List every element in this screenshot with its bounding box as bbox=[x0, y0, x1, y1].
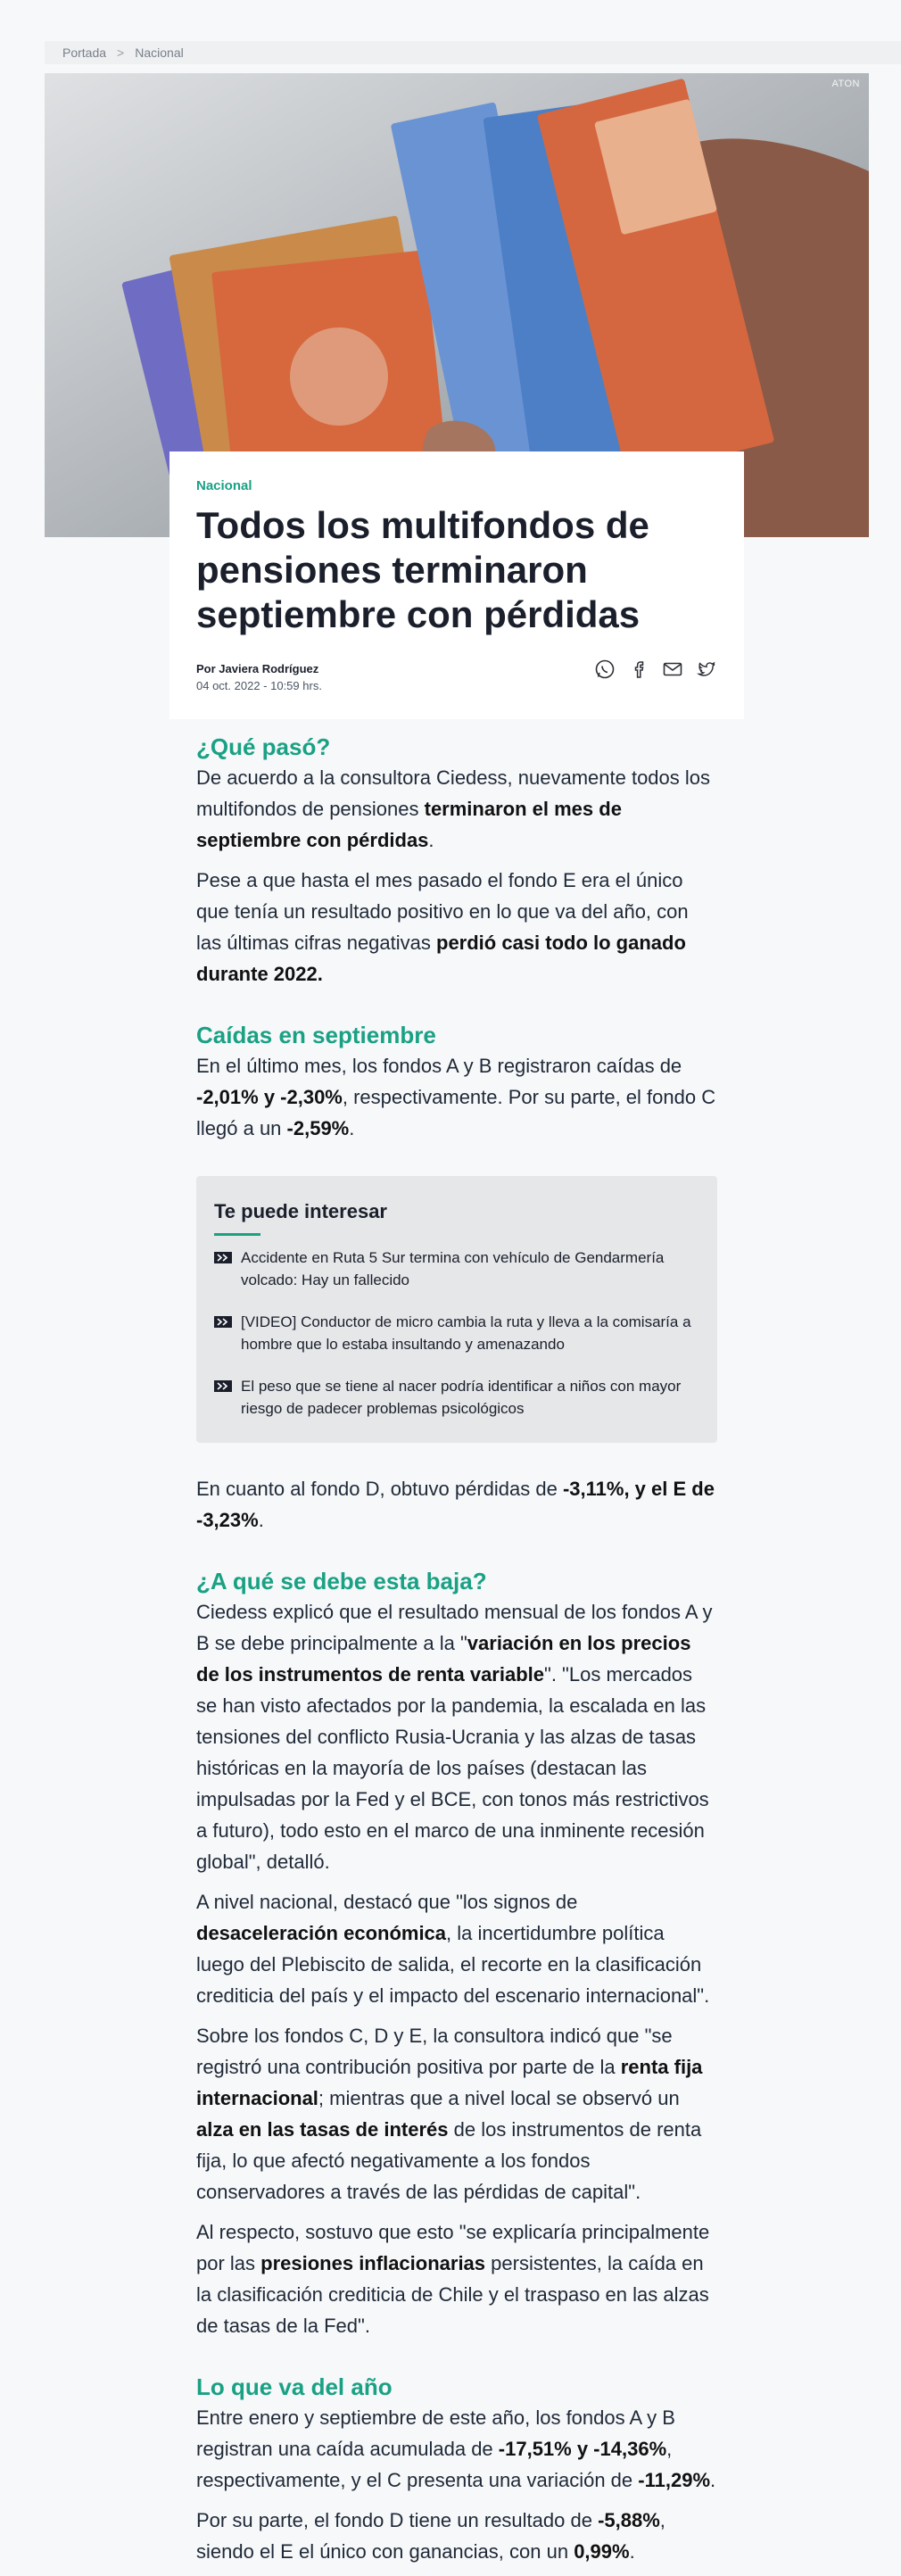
related-item[interactable] bbox=[214, 1247, 699, 1291]
article-header-card bbox=[169, 451, 744, 719]
author: Por Javiera Rodríguez bbox=[196, 662, 319, 675]
breadcrumb-home-link[interactable]: Portada bbox=[62, 46, 107, 60]
subheading-lo-que-va-del-ano: Lo que va del año bbox=[196, 2373, 393, 2400]
paragraph: Al respecto, sostuvo que esto "se explicaría principalmente por las presiones inflacionarias persistentes, la caída en la clasificación crediticia de Chile y el traspaso en las alzas de tasas de la Fed". bbox=[196, 2221, 710, 2337]
play-arrow-icon bbox=[214, 1316, 232, 1328]
section-tag[interactable]: Nacional bbox=[196, 478, 252, 493]
play-arrow-icon bbox=[214, 1252, 232, 1263]
breadcrumb bbox=[45, 41, 901, 64]
page-title: Todos los multifondos de pensiones terminaron septiembre con pérdidas bbox=[196, 504, 649, 635]
paragraph: En cuanto al fondo D, obtuvo pérdidas de -3,11%, y el E de -3,23%. bbox=[196, 1478, 715, 1531]
paragraph: A nivel nacional, destacó que "los signos de desaceleración económica, la incertidumbre política luego del Plebiscito de salida, el recorte en la clasificación crediticia del país y el impacto del escenario internacional". bbox=[196, 1891, 710, 2007]
paragraph: Sobre los fondos C, D y E, la consultora indicó que "se registró una contribución positiva por parte de la renta fija internacional; mientras que a nivel local se observó un alza en las tasas de interés de los instrumentos de renta fija, lo que afectó negativamente a los fondos conservadores a través de las pérdidas de capital". bbox=[196, 2025, 703, 2203]
paragraph: De acuerdo a la consultora Ciedess, nuevamente todos los multifondos de pensiones terminaron el mes de septiembre con pérdidas. bbox=[196, 766, 711, 851]
subheading-que-paso: ¿Qué pasó? bbox=[196, 733, 331, 760]
play-arrow-icon bbox=[214, 1380, 232, 1392]
paragraph: En el último mes, los fondos A y B registraron caídas de -2,01% y -2,30%, respectivamente. Por su parte, el fondo C llegó a un -2,59%. bbox=[196, 1055, 716, 1139]
share-bar bbox=[594, 658, 717, 680]
photo-credit: ATON bbox=[831, 79, 860, 89]
email-icon[interactable] bbox=[662, 658, 683, 680]
related-item[interactable] bbox=[214, 1311, 699, 1355]
facebook-icon[interactable] bbox=[628, 658, 649, 680]
twitter-icon[interactable] bbox=[696, 658, 717, 680]
whatsapp-icon[interactable] bbox=[594, 658, 616, 680]
related-heading: Te puede interesar bbox=[214, 1196, 699, 1227]
paragraph: Ciedess explicó que el resultado mensual de los fondos A y B se debe principalmente a la "variación en los precios de los instrumentos de renta variable". "Los mercados se han visto afectados por la pandemia, la escalada en las tensiones del conflicto Rusia-Ucrania y las alzas de tasas históricas en la mayoría de los países (destacan las impulsadas por la Fed y el BCE, con tonos más restrictivos a futuro), todo esto en el marco de una inminente recesión global", detalló. bbox=[196, 1601, 713, 1873]
paragraph: Por su parte, el fondo D tiene un resultado de -5,88%, siendo el E el único con ganancias, con un 0,99%. bbox=[196, 2509, 665, 2563]
subheading-a-que-se-debe: ¿A qué se debe esta baja? bbox=[196, 1568, 487, 1594]
breadcrumb-separator: > bbox=[117, 46, 125, 60]
subheading-caidas: Caídas en septiembre bbox=[196, 1022, 436, 1048]
paragraph: Entre enero y septiembre de este año, los fondos A y B registran una caída acumulada de -17,51% y -14,36%, respectivamente, y el C presenta una variación de -11,29%. bbox=[196, 2406, 716, 2491]
related-articles-box bbox=[196, 1176, 717, 1443]
publish-date: 04 oct. 2022 - 10:59 hrs. bbox=[196, 679, 322, 692]
article-meta bbox=[196, 662, 322, 692]
related-item-link[interactable]: [VIDEO] Conductor de micro cambia la ruta y lleva a la comisaría a hombre que lo estaba insultando y amenazando bbox=[241, 1313, 691, 1353]
related-item[interactable] bbox=[214, 1375, 699, 1420]
related-item-link[interactable]: El peso que se tiene al nacer podría identificar a niños con mayor riesgo de padecer problemas psicológicos bbox=[241, 1378, 682, 1417]
breadcrumb-current[interactable]: Nacional bbox=[135, 46, 184, 60]
related-item-link[interactable]: Accidente en Ruta 5 Sur termina con vehículo de Gendarmería volcado: Hay un fallecido bbox=[241, 1249, 665, 1288]
article-body bbox=[196, 732, 717, 2576]
paragraph: Pese a que hasta el mes pasado el fondo E era el único que tenía un resultado positivo en lo que va del año, con las últimas cifras negativas perdió casi todo lo ganado durante 2022. bbox=[196, 869, 689, 985]
